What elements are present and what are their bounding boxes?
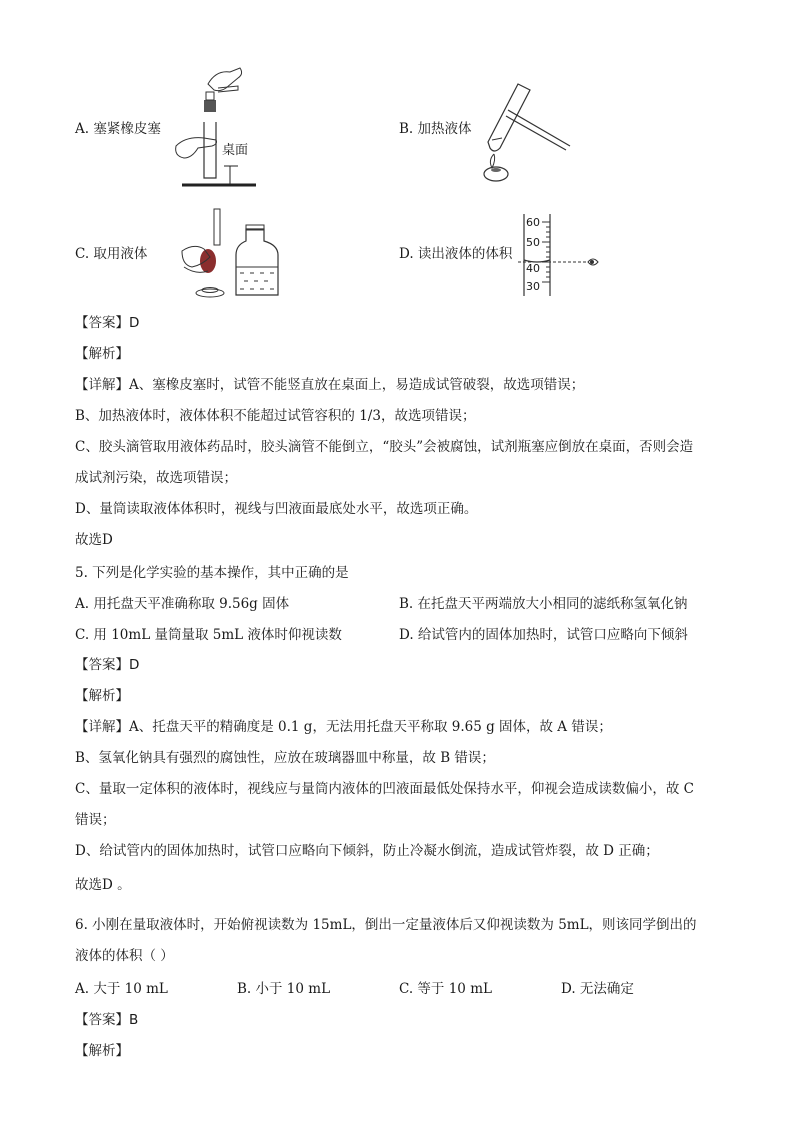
q5-conclusion: 故选D 。 (75, 877, 131, 893)
q6-stem-line1: 6. 小刚在量取液体时，开始俯视读数为 15mL，倒出一定量液体后又仰视读数为 5mL，则该同学倒出的 (75, 917, 697, 933)
prev-answer: 【答案】D (75, 315, 140, 331)
prev-analysis-title: 【解析】 (75, 346, 129, 362)
cylinder-tick-50: 50 (526, 236, 540, 249)
q5-stem: 5. 下列是化学实验的基本操作，其中正确的是 (75, 565, 349, 581)
q6-answer: 【答案】B (75, 1012, 139, 1028)
q5-option-d: D. 给试管内的固体加热时，试管口应略向下倾斜 (399, 627, 688, 643)
q5-answer: 【答案】D (75, 657, 140, 673)
option-d-label: D. 读出液体的体积 (399, 246, 513, 262)
q6-option-b: B. 小于 10 mL (237, 981, 331, 997)
option-b-label: B. 加热液体 (399, 121, 472, 137)
prev-detail-line: B、加热液体时，液体体积不能超过试管容积的 1/3，故选项错误； (75, 408, 476, 424)
prev-detail-line: C、胶头滴管取用液体药品时，胶头滴管不能倒立，“胶头”会被腐蚀，试剂瓶塞应倒放在桌面，否则会造 (75, 439, 694, 455)
q6-option-a: A. 大于 10 mL (75, 981, 168, 997)
figure-dropper-bottle (180, 205, 290, 303)
prev-detail-line: 成试剂污染，故选项错误； (75, 470, 237, 486)
q5-detail-line: D、给试管内的固体加热时，试管口应略向下倾斜，防止冷凝水倒流，造成试管炸裂，故 D 正确； (75, 843, 659, 859)
q5-option-b: B. 在托盘天平两端放大小相同的滤纸称氢氧化钠 (399, 596, 688, 612)
option-a-label: A. 塞紧橡皮塞 (75, 121, 161, 137)
q5-detail-line: C、量取一定体积的液体时，视线应与量筒内液体的凹液面最低处保持水平，仰视会造成读数偏小，故 C (75, 781, 694, 797)
cylinder-tick-40: 40 (526, 262, 540, 275)
cylinder-tick-30: 30 (526, 280, 540, 293)
table-label: 桌面 (222, 143, 249, 158)
q5-detail-line: B、氢氧化钠具有强烈的腐蚀性，应放在玻璃器皿中称量，故 B 错误； (75, 750, 495, 766)
q6-option-c: C. 等于 10 mL (399, 981, 492, 997)
prev-conclusion: 故选D (75, 532, 113, 548)
option-c-label: C. 取用液体 (75, 246, 148, 262)
q6-option-d: D. 无法确定 (561, 981, 634, 997)
q5-detail-line: 错误； (75, 812, 116, 828)
q5-option-c: C. 用 10mL 量筒量取 5mL 液体时仰视读数 (75, 627, 342, 643)
figure-insert-stopper (168, 66, 268, 192)
q6-stem-line2: 液体的体积（ ） (75, 948, 174, 964)
prev-detail-line: D、量筒读取液体体积时，视线与凹液面最底处水平，故选项正确。 (75, 501, 478, 517)
q5-option-a: A. 用托盘天平准确称取 9.56g 固体 (75, 596, 290, 612)
q5-detail-line: 【详解】A、托盘天平的精确度是 0.1 g，无法用托盘天平称取 9.65 g 固体，故 A 错误； (75, 719, 612, 735)
cylinder-tick-60: 60 (526, 216, 540, 229)
eye-icon (588, 259, 598, 265)
figure-read-cylinder (518, 212, 602, 298)
prev-detail-line: 【详解】A、塞橡皮塞时，试管不能竖直放在桌面上，易造成试管破裂，故选项错误； (75, 377, 585, 393)
figure-heat-liquid (478, 80, 574, 184)
q5-analysis-title: 【解析】 (75, 688, 129, 704)
q6-analysis-title: 【解析】 (75, 1043, 129, 1059)
